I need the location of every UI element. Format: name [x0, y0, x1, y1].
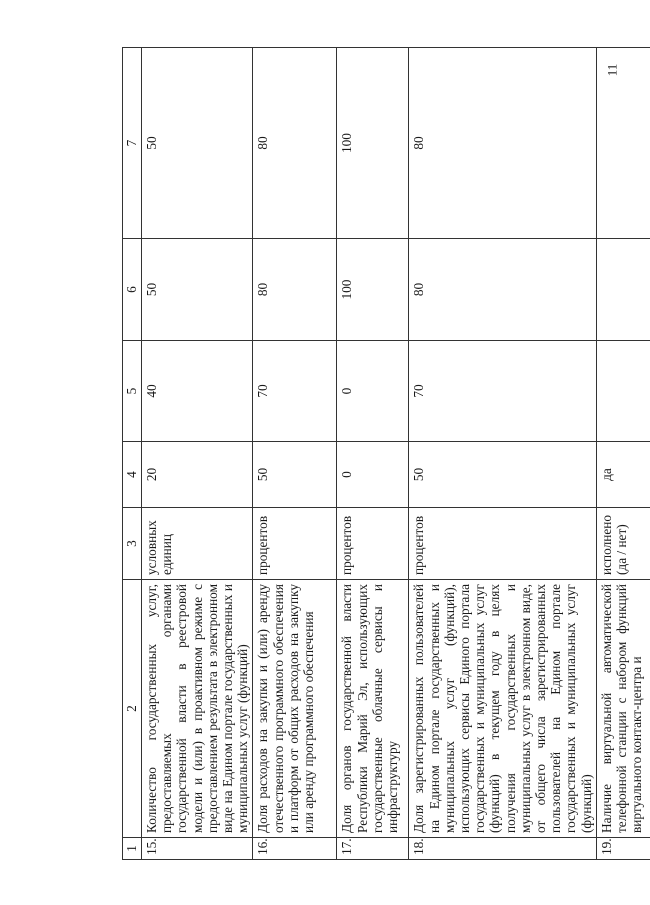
value-cell: 0 [337, 341, 409, 442]
row-number: 18. [409, 838, 596, 860]
row-number: 17. [337, 838, 409, 860]
table-row [253, 48, 337, 860]
unit-cell: условных единиц [142, 508, 253, 580]
row-number: 16. [253, 838, 337, 860]
unit-cell: процентов [337, 508, 409, 580]
value-cell: 100 [337, 239, 409, 341]
value-cell: 50 [409, 442, 596, 508]
unit-cell: процентов [409, 508, 596, 580]
indicator-description: Доля расходов на закупки и (или) аренду отечественного программного обеспечения и платформ от общих расходов на закупку или аренду программного обеспечения [253, 580, 337, 838]
header-row [123, 48, 142, 860]
value-cell: 50 [253, 442, 337, 508]
value-cell: 80 [409, 239, 596, 341]
value-cell: 0 [337, 442, 409, 508]
value-cell: 80 [253, 48, 337, 239]
value-cell: 50 [142, 48, 253, 239]
table-row [142, 48, 253, 860]
value-cell: 40 [142, 341, 253, 442]
row-number: 19. [596, 838, 650, 860]
header-cell: 1 [123, 838, 142, 860]
indicators-table [122, 47, 650, 860]
value-cell: 20 [142, 442, 253, 508]
unit-cell: процентов [253, 508, 337, 580]
table-row [409, 48, 596, 860]
header-cell: 2 [123, 580, 142, 838]
indicator-description: Наличие виртуальной автоматической телефонной станции с набором функций виртуального контакт-центра и [596, 580, 650, 838]
table-row [337, 48, 409, 860]
value-cell [596, 341, 650, 442]
header-cell: 3 [123, 508, 142, 580]
value-cell [596, 239, 650, 341]
value-cell: 70 [253, 341, 337, 442]
value-cell: 80 [253, 239, 337, 341]
value-cell: 100 [337, 48, 409, 239]
row-number: 15. [142, 838, 253, 860]
indicator-description: Доля органов государственной власти Республики Марий Эл, использующих государственные облачные сервисы и инфраструктуру [337, 580, 409, 838]
indicator-description: Доля зарегистрированных пользователей на Едином портале государственных и муниципальных услуг (функций), использующих сервисы Единого портала государственных и муниципальных услуг (функций) в текущем году в целях получения государственных и муниципальных услуг в электронном виде, от общего числа зарегистрированных пользователей на Едином портале государственных и муниципальных услуг (функций) [409, 580, 596, 838]
header-cell: 5 [123, 341, 142, 442]
value-cell [596, 48, 650, 239]
table-row [596, 48, 650, 860]
header-cell: 6 [123, 239, 142, 341]
value-cell: 50 [142, 239, 253, 341]
header-cell: 4 [123, 442, 142, 508]
page-number: 11 [604, 63, 620, 77]
value-cell: 70 [409, 341, 596, 442]
unit-cell: исполнено (да / нет) [596, 508, 650, 580]
value-cell: да [596, 442, 650, 508]
value-cell: 80 [409, 48, 596, 239]
indicator-description: Количество государственных услуг, предоставляемых органами государственной власти в реестровой модели и (или) в проактивном режиме с предоставлением результата в электронном виде на Едином портале государственных и муниципальных услуг (функций) [142, 580, 253, 838]
header-cell: 7 [123, 48, 142, 239]
